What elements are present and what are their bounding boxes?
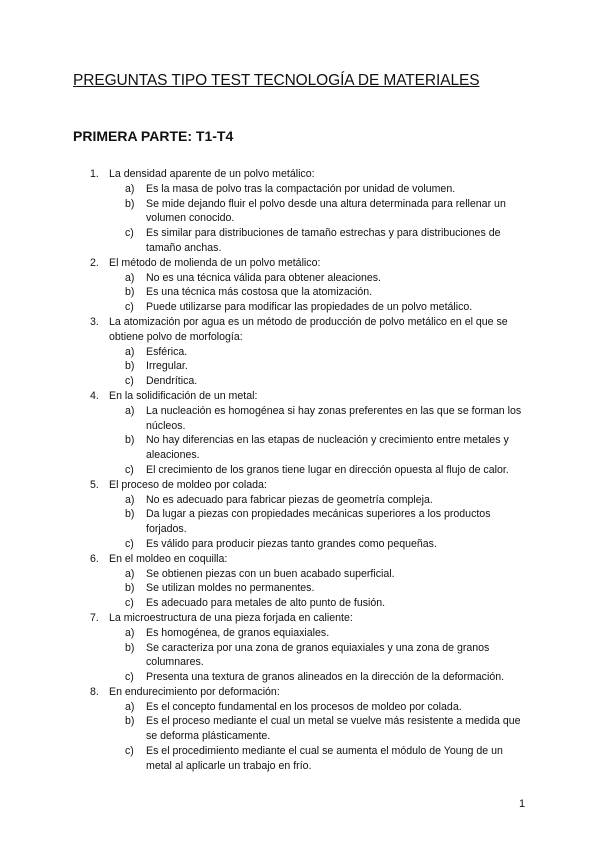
option-text: No hay diferencias en las etapas de nucleación y crecimiento entre metales y aleaciones. [146,434,509,462]
option-letter: b) [125,360,135,373]
option-text: Es adecuado para metales de alto punto de fusión. [146,597,386,610]
option-letter: b) [125,715,135,728]
option-letter: c) [125,597,134,610]
option-letter: b) [125,197,135,210]
option-letter: a) [125,182,135,195]
answer-option [125,433,529,463]
option-text: Es válido para producir piezas tanto grandes como pequeñas. [146,537,437,550]
question-text: El método de molienda de un polvo metálico: [109,256,321,269]
question-text: La microestructura de una pieza forjada en caliente: [109,611,353,624]
answer-option [125,300,529,315]
option-text: Es el concepto fundamental en los procesos de moldeo por colada. [146,700,462,713]
question-number: 5. [90,478,99,491]
option-letter: c) [125,463,134,476]
answer-option [125,567,529,582]
option-letter: a) [125,493,135,506]
option-letter: c) [125,671,134,684]
answer-option [125,271,529,286]
option-list [125,271,529,315]
option-text: La nucleación es homogénea si hay zonas preferentes en las que se forman los núcleos. [146,404,522,432]
answer-option [125,404,529,434]
answer-option [125,670,529,685]
option-letter: b) [125,434,135,447]
option-letter: c) [125,227,134,240]
option-text: Presenta una textura de granos alineados en la dirección de la deformación. [146,671,505,684]
option-list [125,626,529,685]
answer-option [125,744,529,774]
option-text: Se utilizan moldes no permanentes. [146,582,315,595]
option-text: Es homogénea, de granos equiaxiales. [146,626,330,639]
option-text: Irregular. [146,360,188,373]
page-number: 1 [519,798,526,810]
question-number: 8. [90,685,99,698]
option-list [125,700,529,774]
option-text: Se mide dejando fluir el polvo desde una altura determinada para rellenar un volumen conocido. [146,197,506,225]
question-text: La atomización por agua es un método de producción de polvo metálico en el que se obtiene polvo de morfología: [109,315,508,343]
option-letter: a) [125,626,135,639]
answer-option [125,226,529,256]
question-text: La densidad aparente de un polvo metálico: [109,168,315,180]
option-text: Se obtienen piezas con un buen acabado superficial. [146,567,395,580]
answer-option [125,359,529,374]
option-text: Es similar para distribuciones de tamaño estrechas y para distribuciones de tamaño anchas. [146,227,501,254]
answer-option [125,493,529,508]
question-item [90,552,529,611]
answer-option [125,641,529,671]
option-text: Es la masa de polvo tras la compactación por unidad de volumen. [146,182,456,195]
question-number: 3. [90,315,99,328]
option-list [125,493,529,552]
option-text: Es una técnica más costosa que la atomización. [146,286,373,299]
answer-option [125,581,529,596]
answer-option [125,714,529,744]
question-number: 1. [90,168,99,180]
option-letter: b) [125,582,135,595]
answer-option [125,700,529,715]
option-text: Se caracteriza por una zona de granos equiaxiales y una zona de granos columnares. [146,641,490,669]
option-letter: c) [125,537,134,550]
answer-option [125,182,529,197]
answer-option [125,626,529,641]
question-text: En la solidificación de un metal: [109,389,258,402]
answer-option [125,537,529,552]
answer-option [125,285,529,300]
option-letter: a) [125,567,135,580]
option-letter: c) [125,301,134,314]
option-text: Puede utilizarse para modificar las propiedades de un polvo metálico. [146,301,473,314]
option-letter: b) [125,508,135,521]
question-item [90,167,529,256]
option-text: No es una técnica válida para obtener aleaciones. [146,271,381,284]
answer-option [125,374,529,389]
section-heading: PRIMERA PARTE: T1-T4 [73,128,234,144]
option-letter: b) [125,286,135,299]
option-letter: a) [125,271,135,284]
answer-option [125,596,529,611]
answer-option [125,463,529,478]
question-list [90,167,529,774]
answer-option [125,507,529,537]
question-text: El proceso de moldeo por colada: [109,478,267,491]
question-item [90,611,529,685]
option-text: Esférica. [146,345,188,358]
question-item [90,315,529,389]
option-letter: b) [125,641,135,654]
option-letter: a) [125,345,135,358]
option-text: El crecimiento de los granos tiene lugar en dirección opuesta al flujo de calor. [146,463,509,476]
question-item [90,685,529,774]
question-item [90,256,529,315]
option-letter: a) [125,700,135,713]
option-list [125,567,529,611]
option-text: No es adecuado para fabricar piezas de geometría compleja. [146,493,433,506]
option-text: Da lugar a piezas con propiedades mecánicas superiores a los productos forjados. [146,508,491,536]
option-text: Dendrítica. [146,375,198,388]
question-item [90,389,529,478]
option-letter: a) [125,404,135,417]
document-title: PREGUNTAS TIPO TEST TECNOLOGÍA DE MATERIALES [73,72,480,89]
option-letter: c) [125,745,134,758]
question-number: 6. [90,552,99,565]
option-list [125,404,529,478]
question-number: 2. [90,256,99,269]
option-letter: c) [125,375,134,388]
answer-option [125,345,529,360]
option-text: Es el proceso mediante el cual un metal se vuelve más resistente a medida que se deforma plásticamente. [146,715,521,743]
option-list [125,182,529,256]
question-text: En endurecimiento por deformación: [109,685,280,698]
question-number: 4. [90,389,99,402]
option-list [125,345,529,389]
answer-option [125,197,529,227]
question-item [90,478,529,552]
question-text: En el moldeo en coquilla: [109,552,228,565]
question-number: 7. [90,611,99,624]
option-text: Es el procedimiento mediante el cual se aumenta el módulo de Young de un metal al aplicarle un trabajo en frío. [146,745,503,772]
